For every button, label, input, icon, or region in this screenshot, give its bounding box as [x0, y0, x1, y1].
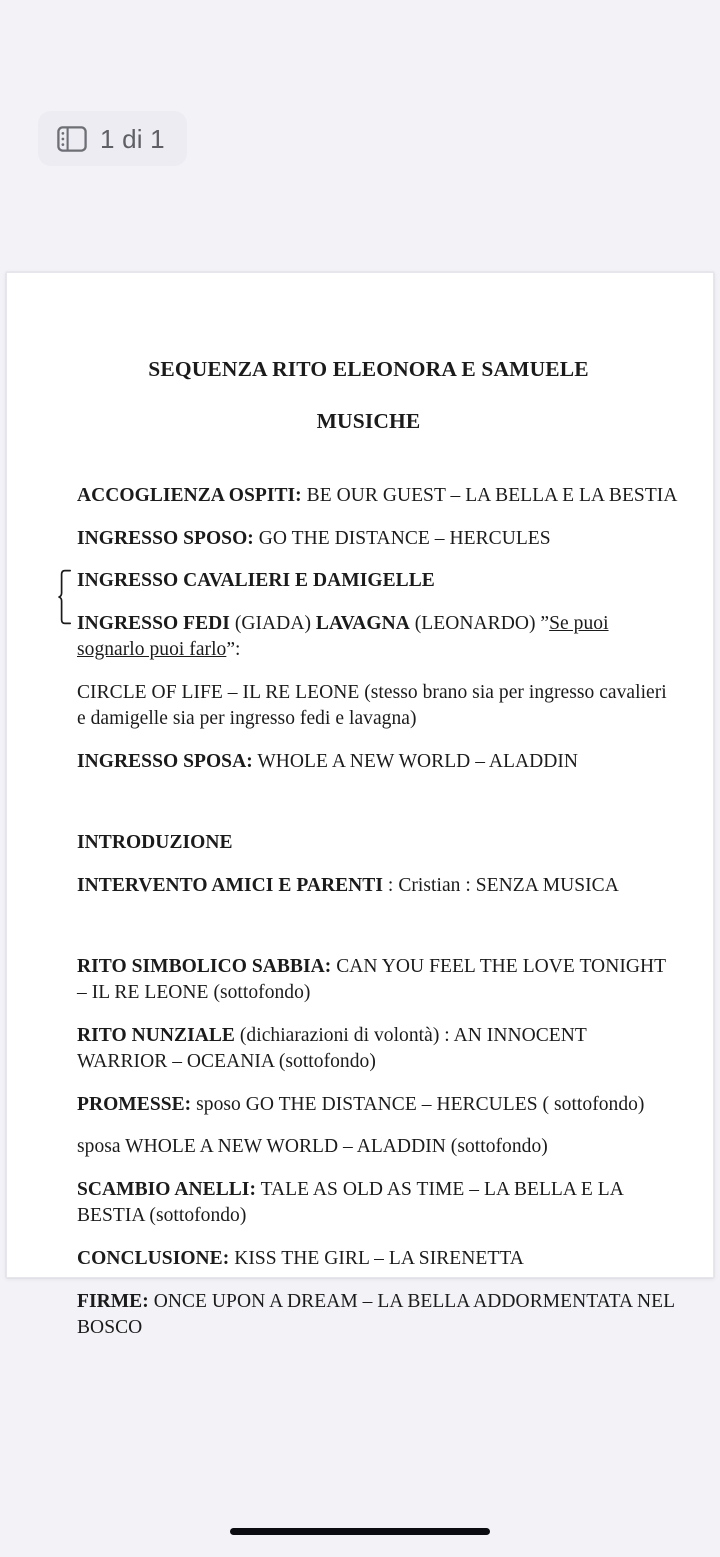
label-scambio-anelli: SCAMBIO ANELLI: — [77, 1179, 256, 1201]
value-rito-nunziale: (dichiarazioni di volontà) : AN INNOCENT WARRIOR – OCEANIA (sottofondo) — [77, 1024, 587, 1072]
document-page[interactable] — [6, 272, 714, 1339]
line-circle-of-life: CIRCLE OF LIFE – IL RE LEONE (stesso brano sia per ingresso cavalieri e damigelle sia per ingresso fedi e lavagna) — [77, 682, 667, 730]
document-pages-icon — [57, 126, 87, 152]
document-title: SEQUENZA RITO ELEONORA E SAMUELE — [148, 357, 589, 381]
line-rito-simbolico-sabbia — [70, 954, 679, 1006]
value-ingresso-fedi-giada: (GIADA) — [229, 613, 316, 635]
value-intervento-amici-parenti: : Cristian : SENZA MUSICA — [383, 874, 619, 896]
value-ingresso-fedi-end: ”: — [226, 639, 241, 661]
line-intervento-amici-parenti — [70, 873, 679, 899]
label-promesse: PROMESSE: — [77, 1093, 192, 1115]
line-ingresso-sposo — [70, 526, 679, 552]
value-conclusione: KISS THE GIRL – LA SIRENETTA — [229, 1248, 524, 1270]
label-ingresso-fedi: INGRESSO FEDI — [77, 613, 230, 635]
value-scambio-anelli: TALE AS OLD AS TIME – LA BELLA E LA BESTIA (sottofondo) — [77, 1179, 623, 1227]
line-ingresso-fedi — [77, 611, 679, 663]
line-scambio-anelli — [70, 1177, 679, 1229]
home-indicator[interactable] — [230, 1528, 490, 1535]
braced-group-ingressi — [70, 568, 679, 663]
line-introduzione — [70, 830, 679, 856]
page-indicator-label: 1 di 1 — [100, 123, 165, 154]
line-ingresso-cavalieri — [77, 568, 679, 594]
value-accoglienza-ospiti: BE OUR GUEST – LA BELLA E LA BESTIA — [301, 484, 678, 506]
line-promesse — [70, 1092, 679, 1118]
label-intervento-amici-parenti: INTERVENTO AMICI E PARENTI — [77, 874, 383, 896]
label-ingresso-sposo: INGRESSO SPOSO: — [77, 527, 254, 549]
value-firme: ONCE UPON A DREAM – LA BELLA ADDORMENTATA NEL BOSCO — [77, 1291, 675, 1339]
line-firme — [70, 1289, 679, 1341]
value-ingresso-sposa: WHOLE A NEW WORLD – ALADDIN — [252, 751, 579, 773]
label-rito-simbolico-sabbia: RITO SIMBOLICO SABBIA: — [77, 955, 332, 977]
line-promesse-sposa: sposa WHOLE A NEW WORLD – ALADDIN (sottofondo) — [77, 1136, 548, 1158]
line-rito-nunziale — [70, 1023, 679, 1075]
line-conclusione — [70, 1246, 679, 1272]
label-rito-nunziale: RITO NUNZIALE — [77, 1024, 235, 1046]
value-ingresso-fedi-leonardo: (LEONARDO) ” — [409, 613, 550, 635]
left-curly-brace-icon — [58, 569, 72, 625]
quote-se-puoi-sognarlo: Se puoi sognarlo puoi farlo — [77, 613, 609, 661]
label-ingresso-sposa: INGRESSO SPOSA: — [77, 751, 253, 773]
label-introduzione: INTRODUZIONE — [77, 831, 233, 853]
value-rito-simbolico-sabbia: CAN YOU FEEL THE LOVE TONIGHT – IL RE LEONE (sottofondo) — [77, 955, 666, 1003]
page-indicator-pill[interactable] — [38, 111, 187, 166]
label-firme: FIRME: — [77, 1291, 149, 1313]
document-content — [7, 273, 713, 1341]
value-ingresso-sposo: GO THE DISTANCE – HERCULES — [253, 527, 551, 549]
line-ingresso-sposa — [70, 749, 679, 775]
document-subtitle: MUSICHE — [316, 408, 421, 433]
label-accoglienza-ospiti: ACCOGLIENZA OSPITI: — [77, 484, 302, 506]
label-lavagna: LAVAGNA — [315, 613, 410, 635]
label-ingresso-cavalieri: INGRESSO CAVALIERI E DAMIGELLE — [77, 570, 435, 592]
label-conclusione: CONCLUSIONE: — [77, 1248, 230, 1270]
line-accoglienza-ospiti — [70, 483, 679, 509]
value-promesse: sposo GO THE DISTANCE – HERCULES ( sottofondo) — [191, 1093, 645, 1115]
